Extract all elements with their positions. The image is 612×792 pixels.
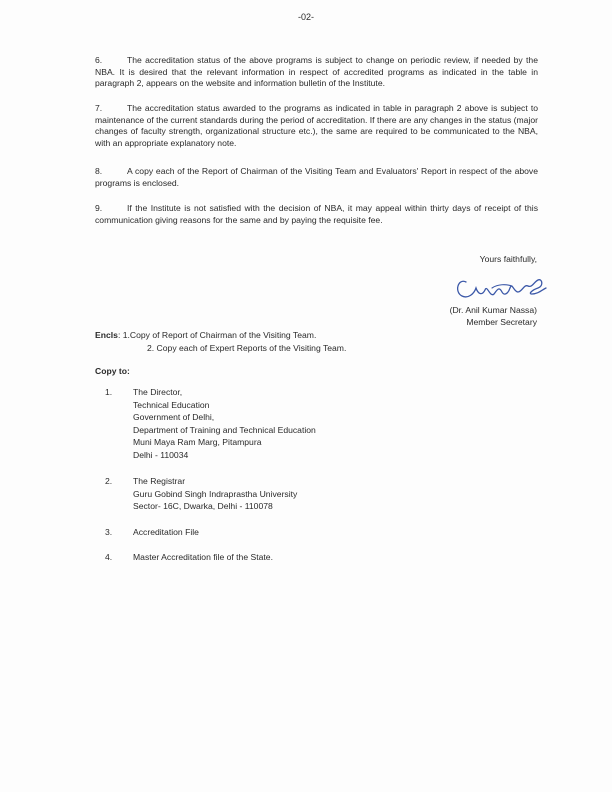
paragraph-6 (95, 55, 538, 90)
paragraph-9 (95, 203, 538, 226)
paragraph-text: A copy each of the Report of Chairman of the Visiting Team and Evaluators' Report in respect of the above programs is enclosed. (95, 166, 538, 188)
paragraph-number: 9. (95, 203, 103, 213)
closing: Yours faithfully, (479, 254, 537, 264)
address-line: Department of Training and Technical Education (133, 424, 316, 435)
paragraph-text: The accreditation status of the above programs is subject to change on periodic review, if needed by the NBA. It is desired that the relevant information in respect of accredited programs as indicated in the table in paragraph 2, appears on the website and information bulletin of the Institute. (95, 55, 538, 88)
encls-label: Encls (95, 330, 118, 340)
paragraph-number: 8. (95, 166, 103, 176)
page-number: -02- (297, 12, 314, 22)
address-line: Sector- 16C, Dwarka, Delhi - 110078 (133, 501, 273, 511)
paragraph-text: If the Institute is not satisfied with the decision of NBA, it may appeal within thirty days of receipt of this communication giving reasons for the same and by paying the requisite fee. (95, 203, 538, 225)
address-line: Delhi - 110034 (133, 449, 189, 460)
signatory-name: (Dr. Anil Kumar Nassa) (449, 305, 537, 315)
copy-to-label: Copy to: (95, 366, 130, 376)
address-line: Government of Delhi, (133, 412, 215, 422)
enclosures (95, 329, 346, 354)
paragraph-7 (95, 103, 538, 149)
signatory-block (450, 305, 537, 328)
paragraph-number: 6. (95, 55, 103, 65)
signatory-designation: Member Secretary (466, 316, 537, 327)
address-line: Technical Education (133, 399, 210, 410)
encl-item-1: : 1.Copy of Report of Chairman of the Visiting Team. (117, 330, 317, 340)
address-line: Muni Maya Ram Marg, Pitampura (133, 437, 262, 447)
address-line: The Director, (133, 387, 183, 397)
copy-to-number: 1. (105, 387, 113, 397)
encl-item-2: 2. Copy each of Expert Reports of the Visiting Team. (147, 342, 347, 353)
copy-to-number: 2. (105, 476, 113, 486)
signature-image (452, 268, 552, 308)
address-line: Guru Gobind Singh Indraprastha University (133, 488, 298, 499)
paragraph-8 (95, 166, 538, 189)
copy-to-number: 4. (105, 552, 113, 562)
address-line: Accreditation File (133, 527, 199, 537)
paragraph-text: The accreditation status awarded to the programs as indicated in table in paragraph 2 above is subject to maintenance of the current standards during the period of accreditation. If there are any changes in the status (major changes of faculty strength, organizational structure etc.), the same are required to be communicated to the NBA, with an appropriate explanatory note. (95, 103, 538, 148)
copy-to-number: 3. (105, 527, 113, 537)
address-line: The Registrar (133, 476, 186, 486)
address-line: Master Accreditation file of the State. (133, 552, 273, 562)
paragraph-number: 7. (95, 103, 103, 113)
